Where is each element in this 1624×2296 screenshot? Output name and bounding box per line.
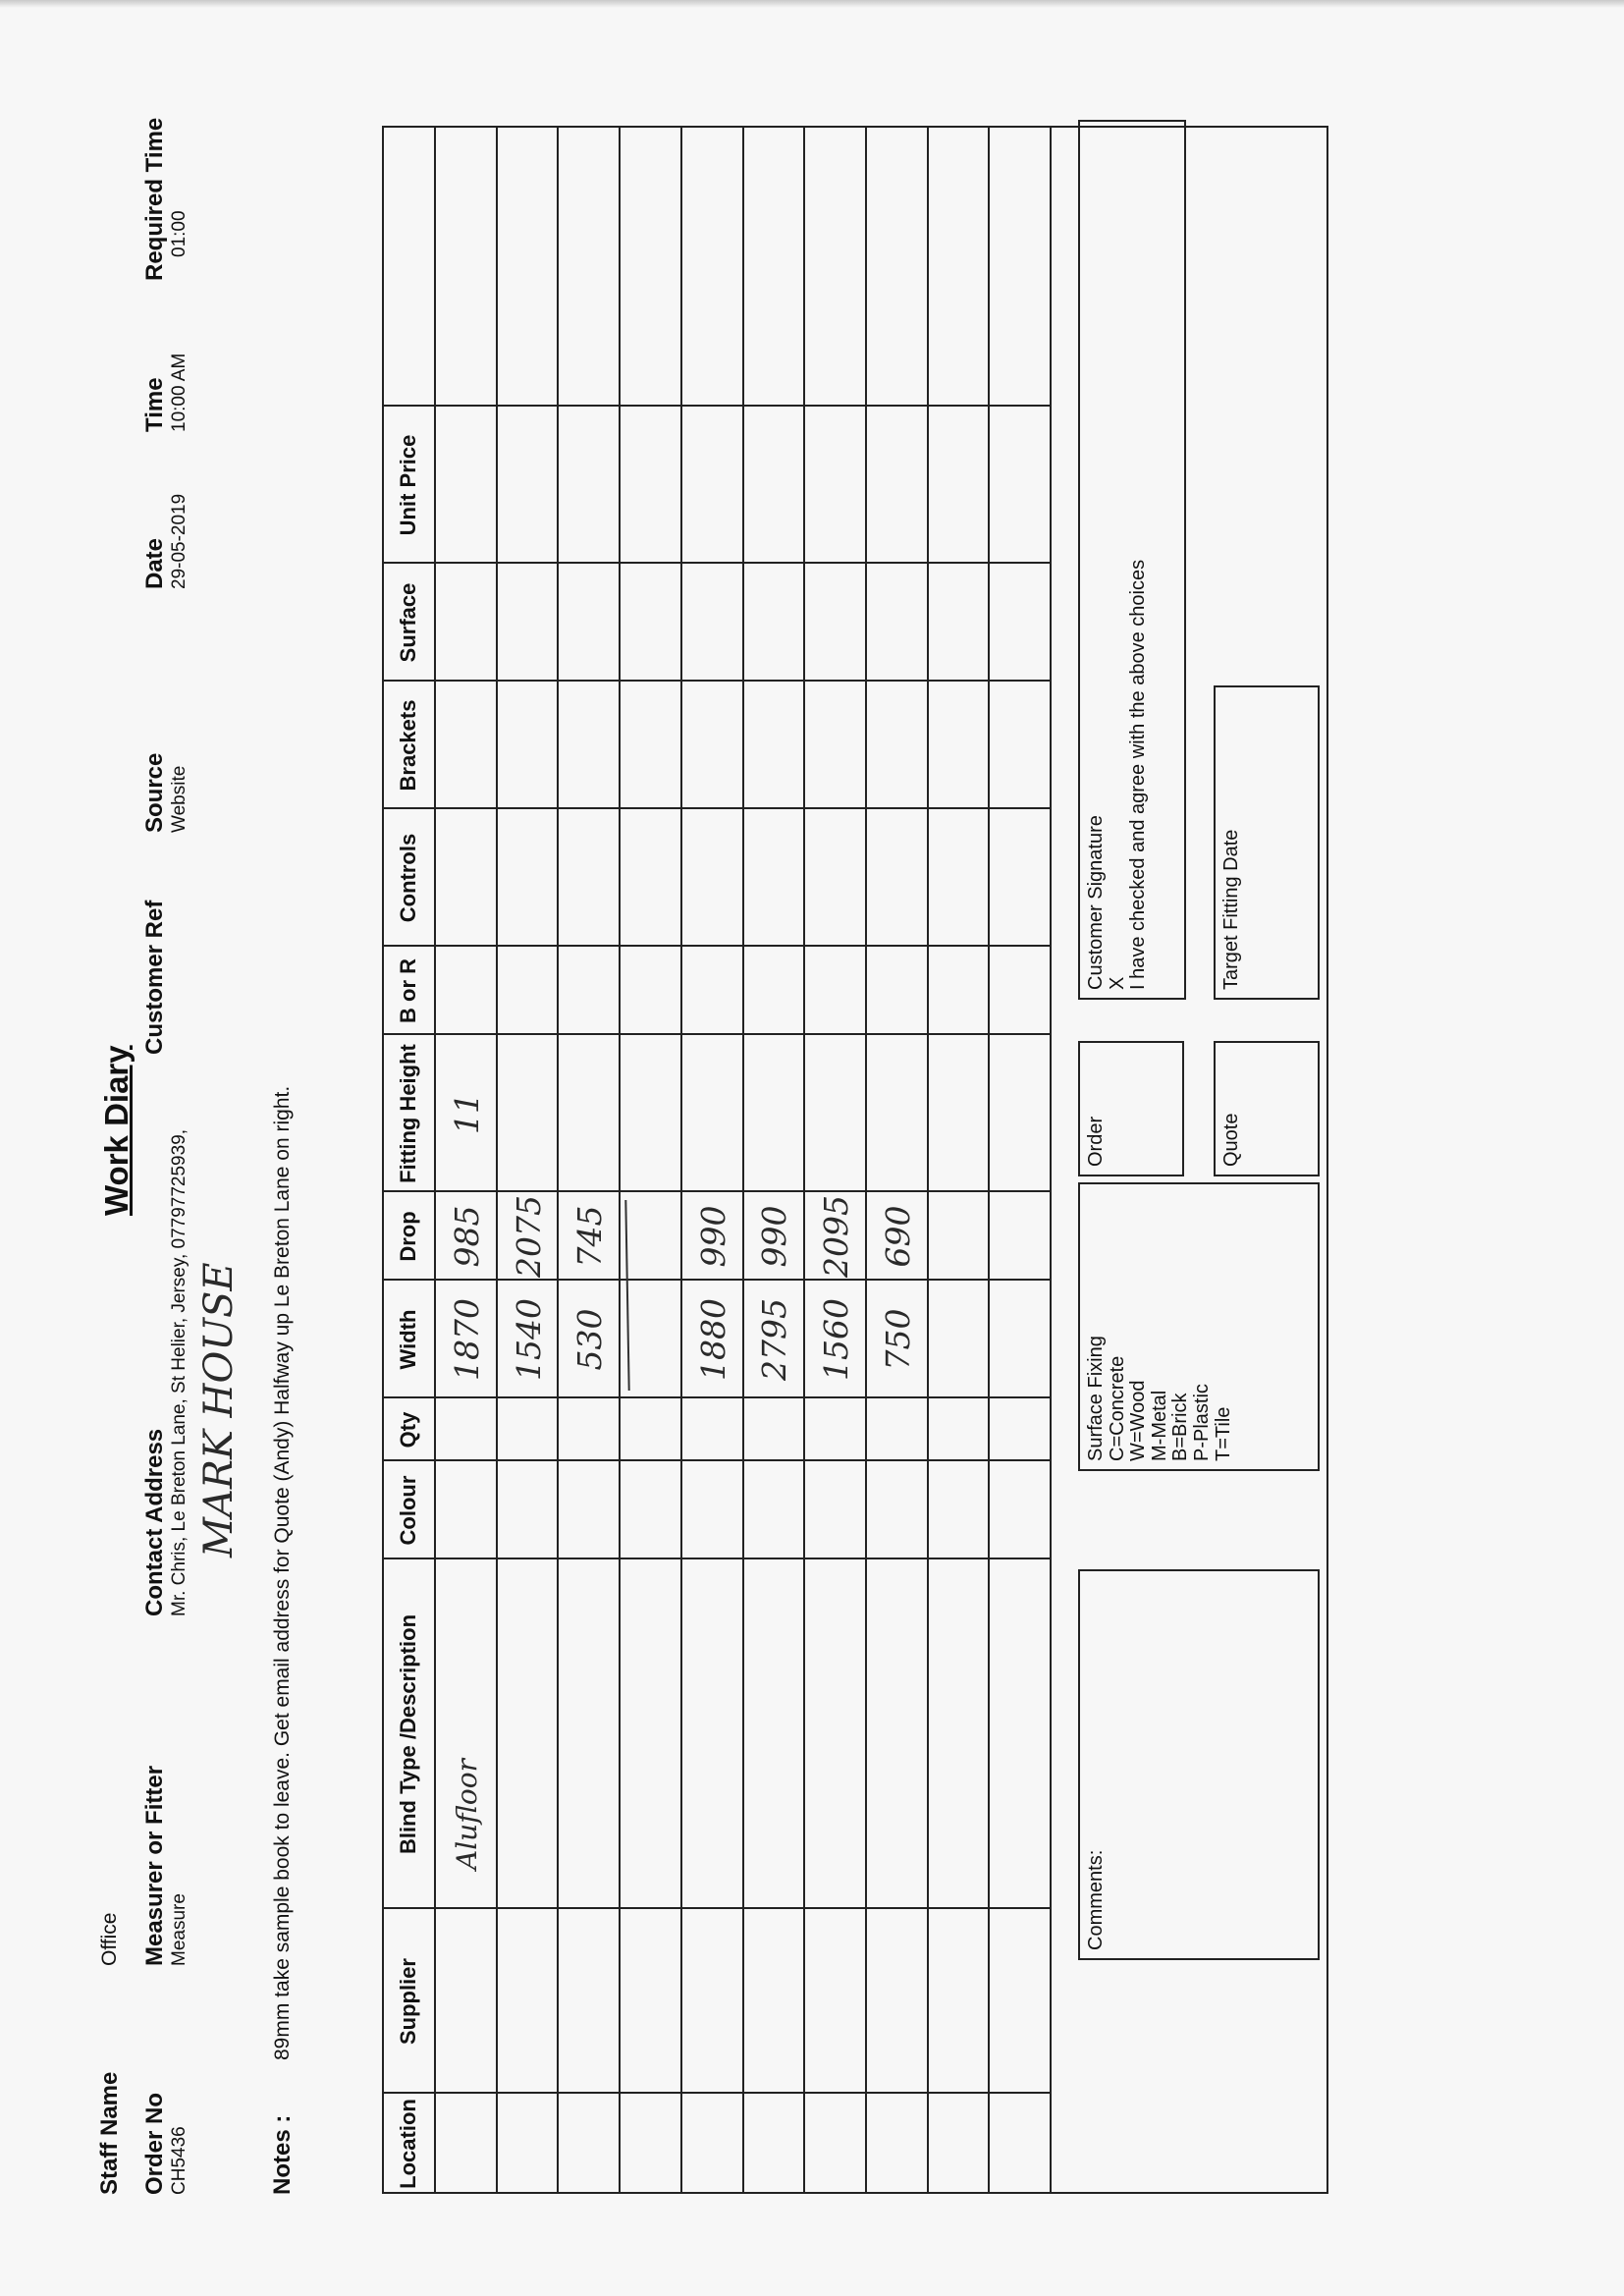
staff-name-value: Office <box>98 1912 121 1966</box>
column-divider <box>382 405 1050 407</box>
cell-width: 1560 <box>817 1298 856 1381</box>
cell-description <box>559 1559 621 1909</box>
order-label: Order <box>1085 1116 1107 1167</box>
cell-drop <box>621 1192 682 1281</box>
cell-drop: 2095 <box>817 1195 856 1278</box>
cell-description <box>621 1559 682 1909</box>
measurer-value: Measure <box>169 1893 189 1966</box>
surface-fixing-item: M-Metal <box>1148 1390 1170 1461</box>
cell-drop <box>990 1192 1052 1281</box>
staff-name-label: Staff Name <box>96 2071 123 2195</box>
cell-fitting-height <box>867 1035 929 1192</box>
surface-fixing-item: C=Concrete <box>1106 1355 1128 1461</box>
notes-text: 89mm take sample book to leave. Get email address for Quote (Andy) Halfway up Le Breton Lane on right. <box>271 1085 294 2060</box>
target-fitting-box <box>1214 685 1320 1000</box>
signature-label: Customer Signature <box>1085 815 1107 990</box>
order-box <box>1078 1041 1184 1176</box>
column-header: Surface <box>395 582 420 663</box>
column-divider <box>382 945 1050 947</box>
cell-drop <box>929 1192 991 1281</box>
column-header: Fitting Height <box>395 1044 420 1183</box>
surface-fixing-item: P-Plastic <box>1190 1384 1213 1461</box>
column-header: Supplier <box>395 1958 420 2046</box>
source-label: Source <box>141 752 168 833</box>
cell-drop: 985 <box>447 1205 486 1268</box>
date-value: 29-05-2019 <box>169 493 189 589</box>
cell-drop: 990 <box>755 1205 794 1268</box>
cell-width <box>929 1281 991 1398</box>
surface-fixing-box <box>1078 1182 1320 1471</box>
cell-drop: 2075 <box>509 1195 548 1278</box>
customer-signature-box <box>1078 120 1186 1000</box>
cell-drop: 745 <box>570 1205 610 1268</box>
column-divider <box>382 807 1050 809</box>
required-time-label: Required Time <box>141 117 168 281</box>
date-label: Date <box>141 537 168 589</box>
contact-address-value: Mr. Chris, Le Breton Lane, St Helier, Jersey, 07797725939, <box>169 1128 189 1616</box>
surface-fixing-item: T=Tile <box>1212 1406 1234 1461</box>
customer-ref-label: Customer Ref <box>141 900 168 1055</box>
cell-fitting-height <box>498 1035 560 1192</box>
measurer-label: Measurer or Fitter <box>141 1765 168 1966</box>
cell-description <box>929 1559 991 1909</box>
table-border-right <box>382 126 1328 128</box>
page-title: Work Diary <box>98 1045 135 1216</box>
contact-address-label: Contact Address <box>141 1428 168 1616</box>
cell-width: 750 <box>878 1308 917 1371</box>
cell-width: 530 <box>570 1308 610 1371</box>
cell-width <box>990 1281 1052 1398</box>
cell-description: Alufloor <box>450 1759 483 1870</box>
column-divider <box>382 562 1050 564</box>
cell-width: 1870 <box>447 1298 486 1381</box>
table-border-left <box>382 2192 1328 2194</box>
quote-box <box>1214 1041 1320 1176</box>
column-header: B or R <box>395 958 420 1023</box>
column-divider <box>382 2092 1050 2094</box>
cell-description <box>990 1559 1052 1909</box>
column-header: Blind Type /Description <box>395 1613 420 1855</box>
cell-fitting-height <box>929 1035 991 1192</box>
source-value: Website <box>169 765 189 833</box>
column-header: Qty <box>395 1411 420 1449</box>
quote-label: Quote <box>1220 1113 1242 1167</box>
order-no-label: Order No <box>141 2092 168 2195</box>
cell-fitting-height: 11 <box>447 1093 486 1134</box>
signature-statement: I have checked and agree with the above choices <box>1127 559 1150 990</box>
column-divider <box>382 680 1050 682</box>
notes-label: Notes : <box>269 2114 296 2195</box>
table-border-bottom <box>1326 126 1328 2194</box>
surface-fixing-item: Surface Fixing <box>1085 1336 1107 1461</box>
cell-fitting-height <box>805 1035 867 1192</box>
surface-fixing-item: W=Wood <box>1127 1380 1150 1461</box>
cell-description <box>498 1559 560 1909</box>
cell-fitting-height <box>559 1035 621 1192</box>
target-fitting-label: Target Fitting Date <box>1220 829 1242 990</box>
cell-width: 1880 <box>693 1298 732 1381</box>
column-header: Brackets <box>395 699 420 792</box>
cell-description <box>682 1559 744 1909</box>
cell-description <box>867 1559 929 1909</box>
order-no-value: CH5436 <box>169 2126 189 2195</box>
column-header: Width <box>395 1309 420 1370</box>
column-header: Location <box>395 2099 420 2189</box>
handwritten-note: MARK HOUSE <box>196 1262 242 1558</box>
time-value: 10:00 AM <box>169 353 189 432</box>
cell-fitting-height <box>990 1035 1052 1192</box>
column-header: Unit Price <box>395 434 420 536</box>
column-header: Controls <box>395 833 420 923</box>
comments-box <box>1078 1569 1320 1960</box>
surface-fixing-item: B=Brick <box>1169 1393 1192 1461</box>
cell-drop: 990 <box>693 1205 732 1268</box>
cell-width: 1540 <box>509 1298 548 1381</box>
required-time-value: 01:00 <box>169 210 189 257</box>
surface-fixing-list <box>1086 1192 1234 1461</box>
column-divider <box>382 1459 1050 1461</box>
column-header: Colour <box>395 1475 420 1546</box>
signature-mark: X <box>1106 976 1128 990</box>
comments-label: Comments: <box>1085 1849 1107 1950</box>
cell-fitting-height <box>744 1035 806 1192</box>
time-label: Time <box>141 377 168 432</box>
cell-width: 2795 <box>755 1298 794 1381</box>
cell-fitting-height <box>621 1035 682 1192</box>
cell-description <box>744 1559 806 1909</box>
column-header: Drop <box>395 1211 420 1262</box>
cell-drop: 690 <box>878 1205 917 1268</box>
cell-description <box>805 1559 867 1909</box>
cell-fitting-height <box>682 1035 744 1192</box>
